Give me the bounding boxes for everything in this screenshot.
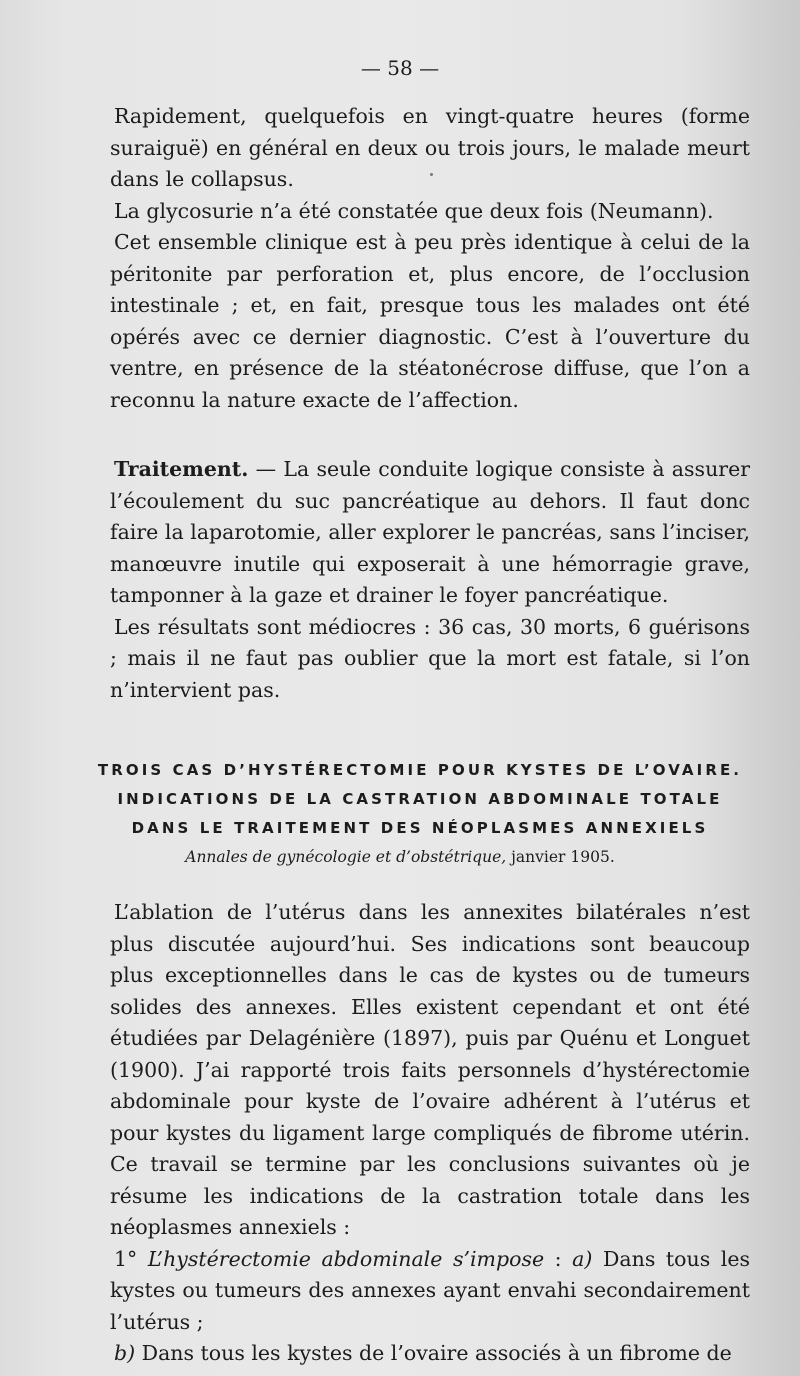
paragraph-treatment [110, 454, 750, 612]
paragraph-glycosuria: La glycosurie n’a été constatée que deux fois (Neumann). [114, 198, 714, 223]
page-number: — 58 — [360, 56, 440, 80]
text-block-treatment [110, 454, 750, 706]
paragraph-results: Les résultats sont médiocres : 36 cas, 30 morts, 6 guérisons ; mais il ne faut pas oublier que la mort est fatale, si l’on n’intervient pas. [110, 614, 750, 702]
item-b-label: b) [114, 1341, 136, 1365]
paragraph-clinical-picture: Cet ensemble clinique est à peu près identique à celui de la péritonite par perforation et, plus encore, de l’occlusion intestinale ; et, en fait, presque tous les malades ont été opérés avec ce dernier diagnostic. C’est à l’ouverture du ventre, en présence de la stéatonécrose diffuse, que l’on a reconnu la nature exacte de l’affection. [110, 230, 750, 412]
journal-citation [0, 848, 800, 866]
heading-line-3: DANS LE TRAITEMENT DES NÉOPLASMES ANNEXIELS [131, 819, 709, 837]
item-1-number: 1° [114, 1246, 148, 1271]
item-1-text: Dans tous les kystes ou tumeurs des annexes ayant envahi secondairement l’utérus ; [110, 1246, 750, 1334]
item-1-sub-a: a) [572, 1246, 593, 1271]
treatment-text: — La seule conduite logique consiste à assurer l’écoulement du suc pancréatique au dehors. Il faut donc faire la laparotomie, aller explorer le pancréas, sans l’inciser, manœuvre inutile qui exposerait à une hémorragie grave, tamponner à la gaze et drainer le foyer pancréatique. [110, 457, 750, 607]
citation-date: janvier 1905. [506, 848, 615, 866]
heading-line-1: TROIS CAS D’HYSTÉRECTOMIE POUR KYSTES DE L’OVAIRE. [97, 761, 743, 779]
text-block-clinical [110, 101, 750, 416]
paragraph-item-b [110, 1338, 750, 1370]
paragraph-ablation: L’ablation de l’utérus dans les annexites bilatérales n’est plus discutée aujourd’hui. Ses indications sont beaucoup plus exceptionnelles dans le cas de kystes ou de tumeurs solides des annexes. Elles existent cependant et ont été étudiées par Delagénière (1897), puis par Quénu et Longuet (1900). J’ai rapporté trois faits personnels d’hystérectomie abdominale pour kyste de l’ovaire adhérent à l’utérus et pour kystes du ligament large compliqués de fibrome utérin. Ce travail se termine par les conclusions suivantes où je résume les indications de la castration totale dans les néoplasmes annexiels : [110, 900, 750, 1239]
paragraph-collapse: Rapidement, quelquefois en vingt-quatre heures (forme suraiguë) en général en deux ou trois jours, le malade meurt dans le collapsus. [110, 104, 750, 191]
item-1-separator: : [544, 1246, 573, 1271]
citation-journal: Annales de gynécologie et d’obstétrique, [185, 848, 507, 866]
treatment-lead: Traitement. [114, 457, 249, 481]
item-1-italic: L’hystérectomie abdominale s’impose [147, 1246, 545, 1271]
paragraph-item-1 [110, 1244, 750, 1339]
section-heading [90, 756, 750, 843]
text-block-hysterectomy [110, 897, 750, 1370]
heading-line-2: INDICATIONS DE LA CASTRATION ABDOMINALE TOTALE [117, 790, 723, 808]
item-b-text: Dans tous les kystes de l’ovaire associés à un fibrome de [135, 1341, 732, 1365]
